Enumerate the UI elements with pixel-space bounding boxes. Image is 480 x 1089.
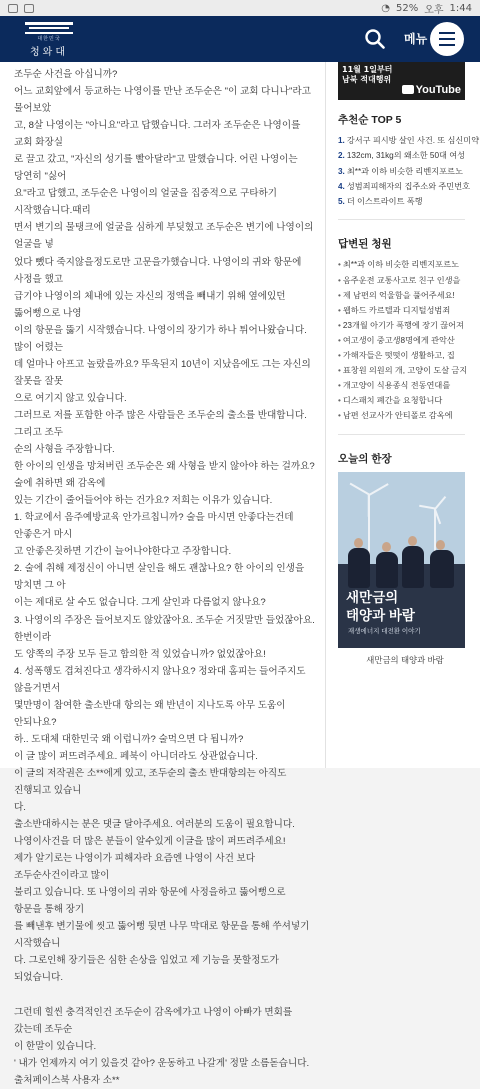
bullet-icon: • bbox=[338, 335, 341, 345]
notification-icon bbox=[8, 4, 18, 13]
answered-petition-item[interactable] bbox=[338, 303, 472, 318]
bullet-icon: • bbox=[338, 351, 341, 361]
answered-petition-text: 개고양이 식용종식 전동연대를 bbox=[342, 381, 451, 391]
answered-petition-item[interactable] bbox=[338, 363, 472, 378]
top5-text: 132cm, 31kg의 왜소한 50대 여성 bbox=[346, 151, 466, 161]
answered-petition-item[interactable] bbox=[338, 348, 472, 363]
answered-petition-item[interactable] bbox=[338, 378, 472, 393]
notification-icon-2 bbox=[24, 4, 34, 13]
answered-petition-item[interactable] bbox=[338, 333, 472, 348]
article-line: 조두순 사건을 아십니까? bbox=[14, 69, 118, 80]
article-line: 있는 기간이 줄어들어야 하는 건가요? 저희는 이유가 있습니다. bbox=[14, 495, 273, 507]
petition-article bbox=[0, 62, 325, 1086]
menu-label[interactable]: 메뉴 bbox=[404, 32, 428, 46]
answered-petition-text: 남편 선교사가 안티폴로 감옥에 bbox=[342, 411, 453, 421]
top5-list bbox=[338, 133, 480, 209]
answered-petition-text: 23개월 아기가 폭행에 장기 끊어져 bbox=[342, 320, 464, 330]
answered-petition-text: 음주운전 교통사고로 친구 인생을 bbox=[342, 275, 461, 285]
article-line: 이 글의 저작권은 소**에게 있고, 조두순의 출소 반대항의는 아직도 진행되고 있습니 bbox=[14, 767, 287, 796]
top5-item[interactable] bbox=[338, 148, 472, 163]
banner-text-1: 11월 1일부터 bbox=[342, 65, 393, 74]
article-line: 3. 나영이의 주장은 들어보지도 않았잖아요. 조두순 거짓말만 들었잖아요. 한번이라 bbox=[14, 614, 315, 643]
book-caption[interactable]: 새만금의 태양과 바람 bbox=[366, 654, 444, 665]
banner-text bbox=[342, 65, 392, 85]
article-line: 고 안좋은짓하면 기간이 늘어나야한다고 주장합니다. bbox=[14, 546, 232, 558]
logo-name: 청와대 bbox=[30, 47, 68, 58]
article-line: 1. 학교에서 음주예방교육 안가르칩니까? 술을 마시면 안좋다는건데 안좋은거 마시 bbox=[14, 512, 294, 541]
article-line: 로 끌고 갔고, "자신의 성기를 빨아달라"고 말했습니다. 어린 나영이는 당연히 "싫어 bbox=[14, 154, 298, 183]
banner-text-2: 남북 적대행위 bbox=[342, 75, 392, 84]
time-ampm: 오후 bbox=[424, 4, 444, 16]
bullet-icon: • bbox=[338, 305, 341, 315]
article-line: 2. 술에 취해 제정신이 아니면 살인을 해도 괜찮나요? 한 아이의 인생을 망치면 그 아 bbox=[14, 563, 305, 592]
article-line: 었다 뺐다 죽지않을정도로만 고문을가했습니다. 나영이의 귀와 항문에 사정을 했고 bbox=[14, 256, 302, 285]
clock: 1:44 bbox=[449, 2, 472, 14]
top5-num: 3. bbox=[338, 166, 345, 176]
top5-text: 성범죄피해자의 집주소와 주민번호 bbox=[346, 181, 471, 191]
answers-title: 답변된 청원 bbox=[338, 238, 392, 251]
article-line: 이 글 많이 퍼뜨려주세요. 페북이 아니더라도 상관없습니다. bbox=[14, 750, 258, 762]
top5-title: 추천순 TOP 5 bbox=[338, 114, 402, 126]
top5-text: 강서구 피시방 살인 사건. 또 심신미약 bbox=[346, 136, 480, 145]
youtube-logo bbox=[402, 84, 461, 96]
article-line: 고, 8살 나영이는 "아니요"라고 답했습니다. 그러자 조두순은 나영이를 교회 화장실 bbox=[14, 120, 301, 149]
answered-petition-text: 최**과 이하 비슷한 리벤지포르노 bbox=[342, 260, 459, 270]
article-line: 데 얼마나 아프고 놀랐을까요? 뚜욱된지 10년이 지났음에도 그는 자신의 잘못을 잘못 bbox=[14, 358, 311, 387]
blue-house-icon bbox=[25, 22, 73, 34]
top5-num: 1. bbox=[338, 136, 345, 145]
article-line: 한 아이의 인생을 망쳐버린 조두순은 왜 사형을 받지 않아야 하는 걸까요? 술에 취하면 왜 감옥에 bbox=[14, 461, 315, 490]
site-logo[interactable] bbox=[20, 22, 78, 56]
bullet-icon: • bbox=[338, 290, 341, 300]
person-head bbox=[408, 536, 417, 546]
search-icon bbox=[364, 28, 386, 50]
answered-petition-text: 제 남편의 억울함을 풀어주세요! bbox=[342, 290, 455, 300]
answered-petition-item[interactable] bbox=[338, 393, 472, 408]
person-figure bbox=[402, 546, 424, 588]
book-section-title: 오늘의 한장 bbox=[338, 452, 392, 465]
top5-item[interactable] bbox=[338, 164, 472, 179]
youtube-brand: YouTube bbox=[415, 84, 461, 96]
article-line: 면서 변기의 물탱크에 얼굴을 심하게 부딪혔고 조두순은 변기에 나영이의 얼굴을 넣 bbox=[14, 222, 314, 251]
section-divider bbox=[338, 219, 465, 220]
status-left bbox=[8, 4, 34, 13]
answered-petition-text: 표창원 의원의 개, 고양이 도살 금지 bbox=[342, 366, 468, 376]
answered-petition-item[interactable] bbox=[338, 318, 472, 333]
hamburger-icon-bar bbox=[439, 38, 455, 40]
status-bar bbox=[0, 0, 480, 16]
person-head bbox=[382, 542, 391, 552]
turbine-blade bbox=[368, 494, 370, 516]
book-title-line-1: 새만금의 bbox=[346, 589, 399, 605]
answered-petition-text: 웹하드 카르텔과 디지털성범죄 bbox=[342, 305, 451, 315]
top5-item[interactable] bbox=[338, 179, 472, 194]
answered-petitions-list bbox=[338, 257, 472, 423]
bullet-icon: • bbox=[338, 366, 341, 376]
search-button[interactable] bbox=[364, 28, 386, 50]
sidebar bbox=[325, 62, 480, 768]
article-line: 도 양쪽의 주장 모두 듣고 합의한 적 있었습니까? 없었잖아요! bbox=[14, 648, 266, 660]
article-line: 이는 제대로 살 수도 없습니다. 그게 살인과 다름없지 않나요? bbox=[14, 597, 266, 609]
answered-petition-text: 여고생이 중고생8명에게 관악산 bbox=[342, 335, 455, 345]
person-figure bbox=[348, 548, 370, 588]
bullet-icon: • bbox=[338, 411, 341, 421]
youtube-play-icon bbox=[402, 85, 414, 94]
article-blank-line bbox=[14, 987, 315, 1004]
article-line: 나영이사건을 더 많은 분들이 알수있게 이글을 많이 퍼뜨려주세요! bbox=[14, 836, 286, 848]
top5-text: 더 이스트라이트 폭행 bbox=[346, 197, 423, 207]
article-line: ' 내가 언제까지 여기 있을것 같아? 운동하고 나갈게' 정말 소름돋습니다. bbox=[14, 1057, 310, 1069]
top5-num: 4. bbox=[338, 181, 345, 191]
article-line: 하.. 도대체 대한민국 왜 이럽니까? 술먹으면 다 됩니까? bbox=[14, 733, 244, 745]
top5-text: 최**과 이하 비슷한 리벤지포르노 bbox=[346, 166, 463, 176]
article-line: 어느 교회앞에서 등교하는 나영이를 만난 조두순은 "이 교회 다니나"라고 물어보았 bbox=[14, 86, 311, 115]
article-line: 다. bbox=[14, 802, 26, 814]
article-line: 몇만명이 참여한 출소반대 항의는 왜 반년이 지나도록 아무 도움이 안되나요? bbox=[14, 699, 286, 728]
book-subtitle: 재생에너지 대전환 이야기 bbox=[348, 627, 421, 635]
article-line: 출처페이스북 사용자 소** bbox=[14, 1074, 120, 1086]
article-line: 요"라고 답했고, 조두순은 나영이의 얼굴을 집중적으로 구타하기 시작했습니다.때리 bbox=[14, 188, 278, 217]
article-line: 를 빼낸후 변기물에 씻고 뚫어뻥 뒷면 나무 막대로 항문을 통해 쑤셔넣기 시작했습니 bbox=[14, 921, 310, 950]
top5-num: 2. bbox=[338, 151, 345, 161]
status-right bbox=[381, 1, 472, 16]
youtube-banner[interactable] bbox=[338, 62, 465, 100]
bullet-icon: • bbox=[338, 260, 341, 270]
book-title-line-2: 태양과 바람 bbox=[346, 607, 415, 623]
article-line: 4. 성폭행도 겹쳐진다고 생각하시지 않나요? 정와대 홈피는 들어주지도 않을거면서 bbox=[14, 665, 306, 694]
book-cover-image[interactable] bbox=[338, 472, 465, 648]
person-figure bbox=[430, 550, 454, 588]
site-header bbox=[0, 16, 480, 62]
bullet-icon: • bbox=[338, 320, 341, 330]
article-line: 다. 그로인해 장기들은 심한 손상을 입었고 제 기능을 못할정도가 되었습니다. bbox=[14, 955, 279, 984]
top5-num: 5. bbox=[338, 197, 345, 207]
answered-petition-text: 디스패치 폐간을 요청합니다 bbox=[342, 396, 443, 406]
bullet-icon: • bbox=[338, 275, 341, 285]
article-line: 그런데 힐씬 충격적인건 조두순이 감옥에가고 나영이 아빠가 면회를 갔는데 조두순 bbox=[14, 1006, 293, 1035]
person-figure bbox=[376, 552, 398, 588]
bullet-icon: • bbox=[338, 396, 341, 406]
article-line: 그러므로 저를 포함한 아주 많은 사람들은 조두순의 출소를 반대합니다. 그리고 조두 bbox=[14, 409, 307, 438]
person-head bbox=[354, 538, 363, 548]
answered-petition-item[interactable] bbox=[338, 408, 472, 423]
logo-sub: 대한민국 bbox=[37, 36, 61, 42]
article-line: 제가 알기로는 나영이가 피해자라 요즘엔 나영이 사건 보다 조두순사건이라고 많이 bbox=[14, 853, 256, 882]
article-line: 순의 사형을 주장합니다. bbox=[14, 444, 115, 456]
article-line: 출소반대하시는 분은 댓글 달아주세요. 여러분의 도움이 필요합니다. bbox=[14, 819, 295, 831]
hamburger-icon-bar bbox=[439, 44, 455, 46]
battery-level: 52% bbox=[395, 2, 419, 14]
answered-petition-item[interactable] bbox=[338, 257, 472, 272]
bullet-icon: • bbox=[338, 381, 341, 391]
article-line: 급기야 나영이의 체내에 있는 자신의 정액을 빼내기 위해 옆에있던 뚫어뻥으로 나영 bbox=[14, 290, 286, 319]
top5-item[interactable] bbox=[338, 194, 472, 209]
article-line: 이의 항문을 뚫기 시작했습니다. 나영이의 장기가 하나 튀어나왔습니다. 많이 어렸는 bbox=[14, 324, 307, 353]
article-line: 으로 여기지 않고 있습니다. bbox=[14, 392, 127, 404]
top5-item[interactable] bbox=[338, 133, 480, 148]
answered-petition-item[interactable] bbox=[338, 288, 472, 303]
hamburger-icon-bar bbox=[439, 32, 455, 34]
wifi-icon: ◔ bbox=[381, 2, 390, 14]
article-line: 불리고 있습니다. 또 나영이의 귀와 항문에 사정을하고 뚫어뻥으로 항문을 통해 장기 bbox=[14, 887, 286, 916]
answered-petition-text: 가해자들은 떳떳이 생활하고, 집 bbox=[342, 351, 455, 361]
person-head bbox=[436, 540, 445, 550]
answered-petition-item[interactable] bbox=[338, 273, 472, 288]
section-divider bbox=[338, 434, 465, 435]
menu-button[interactable] bbox=[430, 22, 464, 56]
article-line: 이 한말이 있습니다. bbox=[14, 1040, 97, 1052]
